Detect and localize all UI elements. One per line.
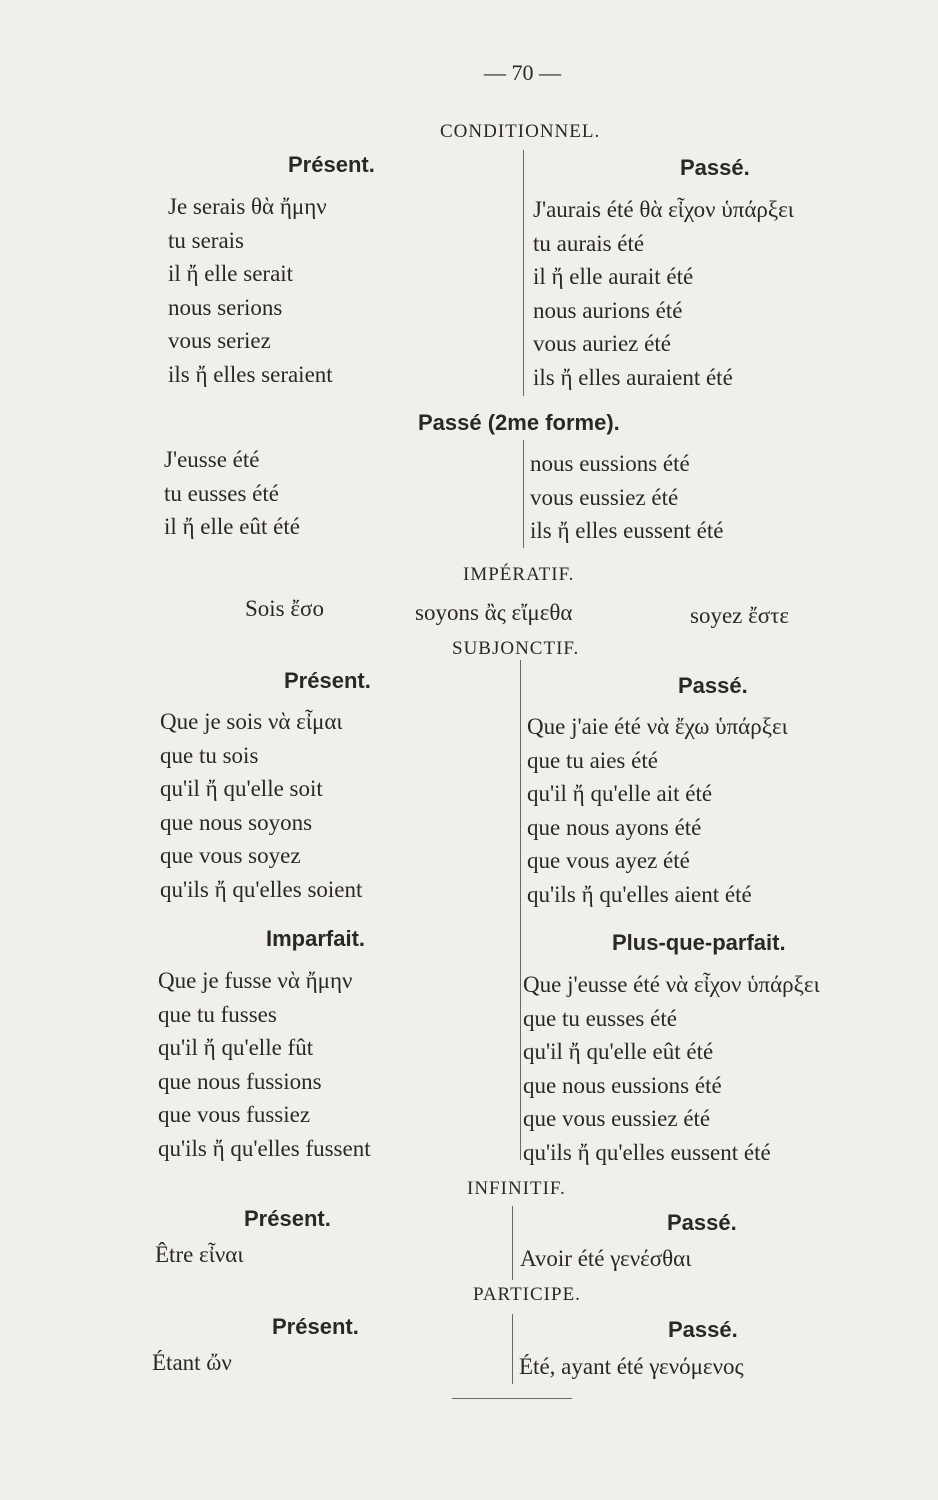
conjugation-line: vous seriez bbox=[168, 328, 271, 353]
conditionnel-present-heading: Présent. bbox=[288, 152, 375, 177]
conjugation-line: qu'il ἤ qu'elle fût bbox=[158, 1035, 314, 1060]
conjugation-line: qu'ils ἤ qu'elles soient bbox=[160, 876, 363, 902]
conjugation-line: que tu fusses bbox=[158, 1001, 277, 1027]
conjugation-line: que tu sois bbox=[160, 742, 259, 768]
conjugation-line: tu serais bbox=[168, 227, 245, 253]
subjonctif-present-heading: Présent. bbox=[284, 668, 371, 693]
conjugation-line: il ἤ elle serait bbox=[168, 261, 294, 286]
conjugation-line: qu'ils ἤ qu'elles aient été bbox=[527, 881, 752, 907]
conjugation-line: qu'il ἤ qu'elle soit bbox=[160, 776, 323, 801]
conjugation-line: Je serais θὰ ἤμην bbox=[168, 194, 327, 219]
participe-present-heading: Présent. bbox=[272, 1314, 359, 1339]
conjugation-line: que nous soyons bbox=[160, 809, 313, 835]
conditionnel-passe-list bbox=[533, 193, 794, 394]
imperatif-title: IMPÉRATIF. bbox=[463, 564, 575, 585]
participe-present: Étant ὤν bbox=[152, 1350, 232, 1375]
subjonctif-title: SUBJONCTIF. bbox=[452, 638, 580, 659]
column-divider bbox=[520, 660, 521, 1160]
end-rule bbox=[452, 1398, 572, 1399]
conjugation-line: que tu eusses été bbox=[523, 1005, 677, 1031]
imperatif-form: soyons ἂς εἴμεθα bbox=[415, 600, 573, 625]
conditionnel-present-list bbox=[168, 190, 333, 391]
column-divider bbox=[523, 150, 524, 396]
column-divider bbox=[512, 1314, 513, 1384]
subjonctif-imparfait-heading: Imparfait. bbox=[266, 926, 366, 951]
conjugation-line: que vous eussiez été bbox=[523, 1106, 711, 1131]
conjugation-line: que tu aies été bbox=[527, 747, 658, 773]
conditionnel-passe-heading: Passé. bbox=[680, 155, 750, 180]
conjugation-line: qu'ils ἤ qu'elles eussent été bbox=[523, 1139, 771, 1165]
conditionnel-passe2-left-list bbox=[164, 443, 300, 544]
conjugation-line: que vous soyez bbox=[160, 843, 301, 868]
conjugation-line: vous eussiez été bbox=[530, 484, 679, 510]
conjugation-line: Que je fusse νὰ ἤμην bbox=[158, 968, 353, 993]
conjugation-line: que vous fussiez bbox=[158, 1102, 311, 1127]
participe-passe-heading: Passé. bbox=[668, 1317, 738, 1342]
conjugation-line: il ἤ elle aurait été bbox=[533, 264, 694, 289]
conjugation-line: Que j'aie été νὰ ἔχω ὑπάρξει bbox=[527, 714, 788, 739]
infinitif-passe: Avoir été γενέσθαι bbox=[520, 1246, 692, 1271]
page-number: — 70 — bbox=[484, 60, 561, 85]
conjugation-line: nous aurions été bbox=[533, 297, 683, 323]
conjugation-line: ils ἤ elles seraient bbox=[168, 361, 333, 387]
conjugation-line: que nous eussions été bbox=[523, 1072, 722, 1098]
infinitif-passe-heading: Passé. bbox=[667, 1210, 737, 1235]
conjugation-line: J'aurais été θὰ εἶχον ὑπάρξει bbox=[533, 197, 794, 222]
conjugation-line: nous eussions été bbox=[530, 451, 690, 476]
infinitif-present: Être εἶναι bbox=[155, 1242, 244, 1267]
conjugation-line: qu'il ἤ qu'elle ait été bbox=[527, 781, 713, 806]
subjonctif-imparfait-list bbox=[158, 964, 371, 1165]
subjonctif-plusque-list bbox=[523, 968, 820, 1169]
conjugation-line: tu aurais été bbox=[533, 230, 645, 256]
conjugation-line: que nous fussions bbox=[158, 1068, 322, 1094]
infinitif-title: INFINITIF. bbox=[467, 1178, 566, 1199]
conjugation-line: qu'il ἤ qu'elle eût été bbox=[523, 1039, 714, 1064]
imperatif-form: soyez ἔστε bbox=[690, 603, 790, 628]
conjugation-line: que vous ayez été bbox=[527, 848, 690, 873]
infinitif-present-heading: Présent. bbox=[244, 1206, 331, 1231]
conditionnel-passe2-right-list bbox=[530, 447, 723, 548]
column-divider bbox=[523, 440, 524, 548]
subjonctif-present-list bbox=[160, 705, 362, 906]
subjonctif-passe-list bbox=[527, 710, 788, 911]
conjugation-line: que nous ayons été bbox=[527, 814, 702, 840]
conjugation-line: qu'ils ἤ qu'elles fussent bbox=[158, 1135, 371, 1161]
conditionnel-passe2-heading: Passé (2me forme). bbox=[418, 410, 620, 435]
conditionnel-title: CONDITIONNEL. bbox=[440, 121, 601, 142]
conjugation-line: tu eusses été bbox=[164, 480, 279, 506]
participe-title: PARTICIPE. bbox=[473, 1284, 581, 1305]
conjugation-line: ils ἤ elles eussent été bbox=[530, 518, 724, 543]
conjugation-line: J'eusse été bbox=[164, 447, 260, 472]
subjonctif-passe-heading: Passé. bbox=[678, 673, 748, 698]
subjonctif-plusque-heading: Plus-que-parfait. bbox=[612, 930, 786, 955]
conjugation-line: nous serions bbox=[168, 294, 283, 320]
conjugation-line: vous auriez été bbox=[533, 331, 671, 356]
participe-passe: Été, ayant été γενόμενος bbox=[519, 1354, 744, 1379]
imperatif-form: Sois ἔσο bbox=[245, 596, 324, 621]
conjugation-line: Que j'eusse été νὰ εἶχον ὑπάρξει bbox=[523, 972, 820, 997]
conjugation-line: ils ἤ elles auraient été bbox=[533, 364, 733, 390]
column-divider bbox=[512, 1206, 513, 1280]
conjugation-line: Que je sois νὰ εἶμαι bbox=[160, 709, 343, 734]
conjugation-line: il ἤ elle eût été bbox=[164, 514, 300, 539]
